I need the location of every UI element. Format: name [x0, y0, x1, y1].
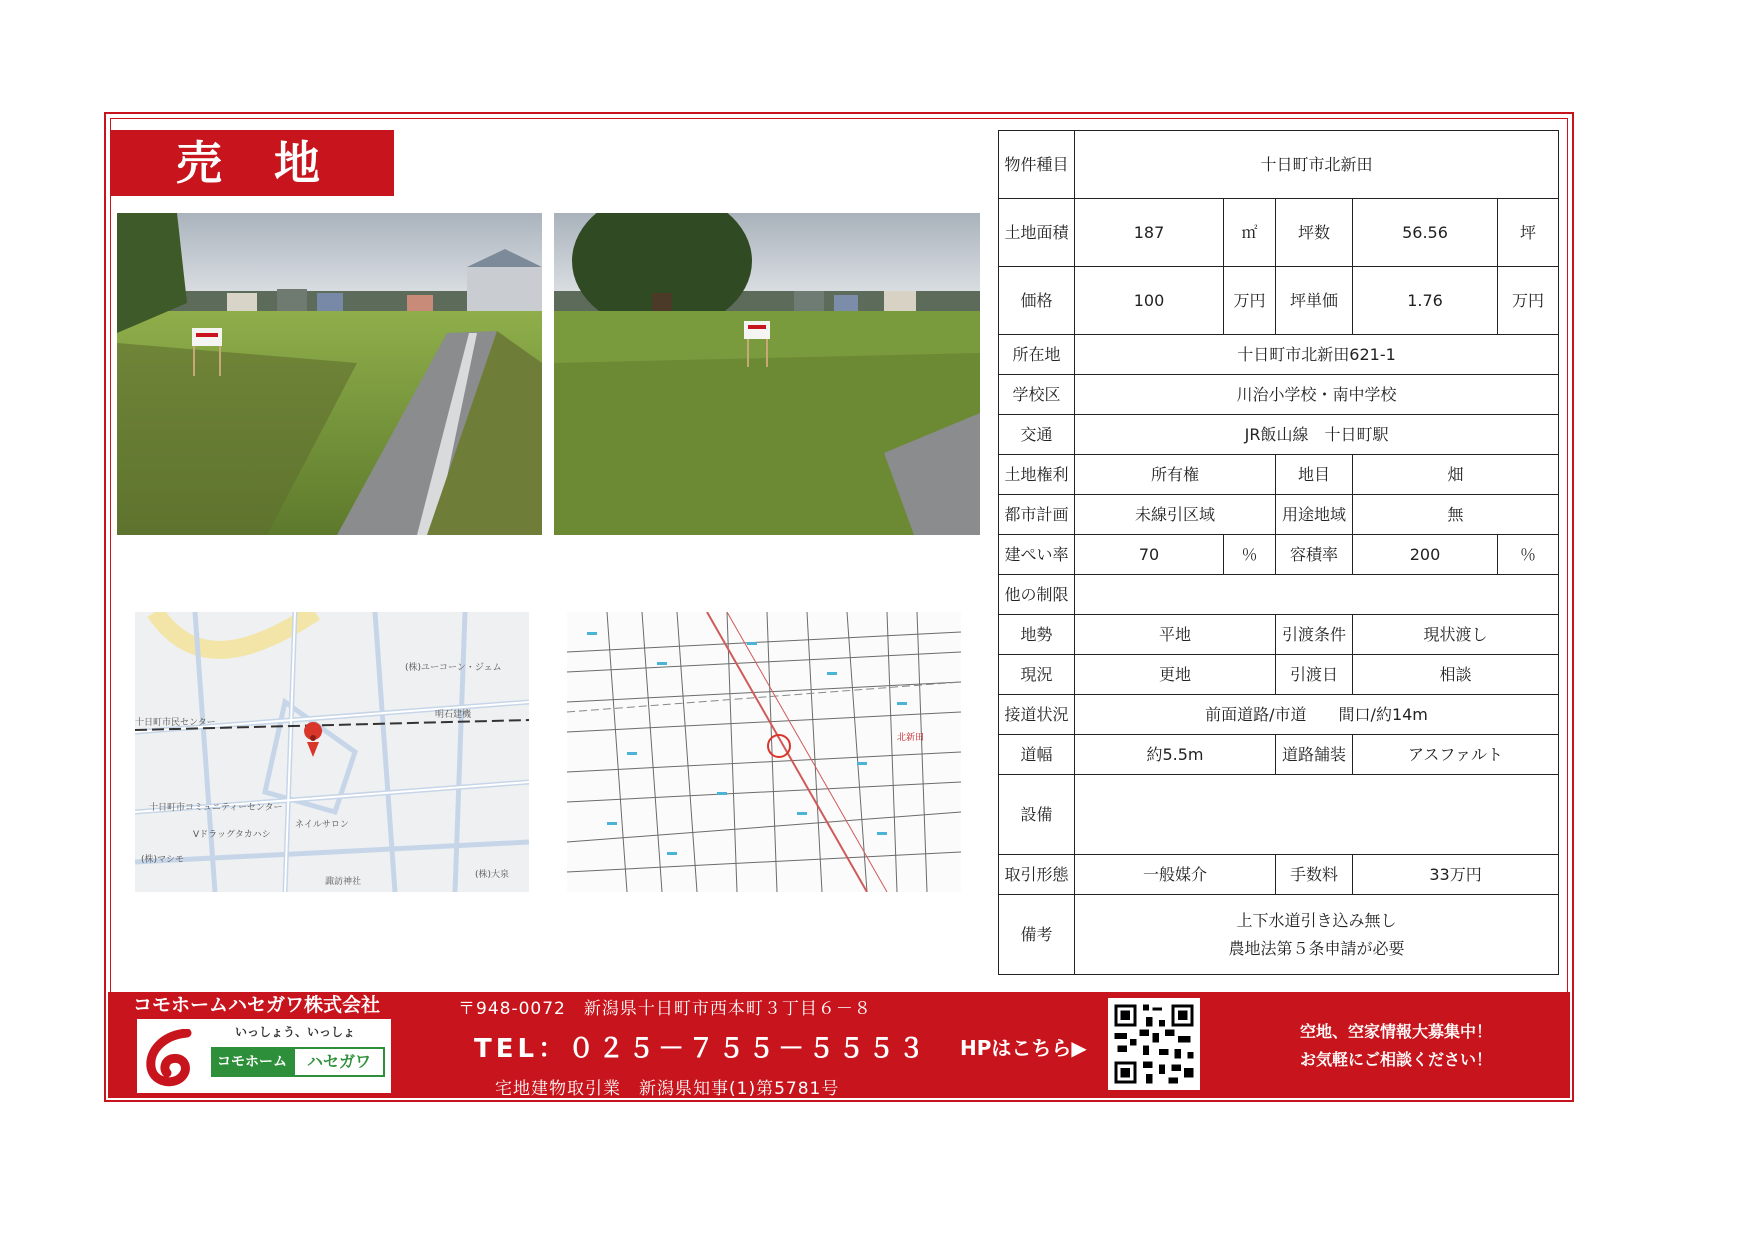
logo-text-green: コモホーム: [211, 1047, 293, 1077]
logo-text-white: ハセガワ: [293, 1047, 385, 1077]
coverage-label: 建ぺい率: [999, 535, 1075, 575]
note-line-2: 農地法第５条申請が必要: [1228, 938, 1405, 958]
logo-mark-icon: [145, 1029, 205, 1087]
map-label: (株)マシモ: [141, 855, 185, 865]
area-value: 187: [1075, 199, 1224, 267]
far-value: 200: [1353, 535, 1498, 575]
price-unit: 万円: [1224, 267, 1276, 335]
area-map: [135, 612, 529, 892]
paving-label: 道路舗装: [1276, 735, 1353, 775]
note-line-1: 上下水道引き込み無し: [1236, 910, 1397, 930]
transport-value: JR飯山線 十日町駅: [1075, 415, 1559, 455]
school-value: 川治小学校・南中学校: [1075, 375, 1559, 415]
area-unit: ㎡: [1224, 199, 1276, 267]
category-value: 畑: [1353, 455, 1559, 495]
paving-value: アスファルト: [1353, 735, 1559, 775]
hp-link[interactable]: HPはこちら▶: [960, 1036, 1087, 1060]
status-label: 現況: [999, 655, 1075, 695]
tsubo-unit: 坪: [1498, 199, 1559, 267]
status-value: 更地: [1075, 655, 1276, 695]
cadastral-map: [567, 612, 961, 892]
fee-label: 手数料: [1276, 855, 1353, 895]
right-label: 土地権利: [999, 455, 1075, 495]
city-plan-label: 都市計画: [999, 495, 1075, 535]
company-logo: [137, 1019, 391, 1093]
map-label: (株)大泉: [475, 870, 510, 880]
restrict-label: 他の制限: [999, 575, 1075, 615]
tsubo-value: 56.56: [1353, 199, 1498, 267]
map-label: 十日町市民センター: [135, 718, 216, 728]
right-value: 所有権: [1075, 455, 1276, 495]
road-value: 前面道路/市道 間口/約14m: [1075, 695, 1559, 735]
page-title: 売 地: [110, 130, 394, 196]
facility-value: [1075, 775, 1559, 855]
terrain-label: 地勢: [999, 615, 1075, 655]
logo-tagline: いっしょう、いっしょ: [235, 1025, 356, 1039]
map-label: Vドラッグタカハシ: [193, 830, 271, 840]
price-label: 価格: [999, 267, 1075, 335]
coverage-unit: ％: [1224, 535, 1276, 575]
delivery-date-label: 引渡日: [1276, 655, 1353, 695]
price-value: 100: [1075, 267, 1224, 335]
area-label: 土地面積: [999, 199, 1075, 267]
far-unit: ％: [1498, 535, 1559, 575]
location-label: 所在地: [999, 335, 1075, 375]
delivery-cond-label: 引渡条件: [1276, 615, 1353, 655]
delivery-cond-value: 現状渡し: [1353, 615, 1559, 655]
deal-label: 取引形態: [999, 855, 1075, 895]
recruit-message: [1300, 1018, 1492, 1074]
far-label: 容積率: [1276, 535, 1353, 575]
road-label: 接道状況: [999, 695, 1075, 735]
map-label: (株)ユーコーン・ジェム: [405, 663, 502, 673]
school-label: 学校区: [999, 375, 1075, 415]
qr-code-icon[interactable]: [1108, 998, 1200, 1090]
map-label: 明石建機: [435, 710, 472, 720]
transport-label: 交通: [999, 415, 1075, 455]
unit-price-unit: 万円: [1498, 267, 1559, 335]
category-label: 地目: [1276, 455, 1353, 495]
land-photo-1: [117, 213, 542, 535]
road-width-value: 約5.5m: [1075, 735, 1276, 775]
company-name: コモホームハセガワ株式会社: [133, 994, 381, 1016]
note-value: [1075, 895, 1559, 975]
type-label: 物件種目: [999, 131, 1075, 199]
tsubo-label: 坪数: [1276, 199, 1353, 267]
company-address: 〒948-0072 新潟県十日町市西本町３丁目６－８: [458, 999, 872, 1019]
unit-price-value: 1.76: [1353, 267, 1498, 335]
map-label: ネイルサロン: [295, 820, 349, 830]
road-width-label: 道幅: [999, 735, 1075, 775]
delivery-date-value: 相談: [1353, 655, 1559, 695]
terrain-value: 平地: [1075, 615, 1276, 655]
recruit-line-2: お気軽にご相談ください！: [1300, 1050, 1493, 1069]
recruit-line-1: 空地、空家情報大募集中！: [1300, 1022, 1493, 1041]
map-label: 北新田: [897, 733, 925, 743]
facility-label: 設備: [999, 775, 1075, 855]
type-value: 十日町市北新田: [1075, 131, 1559, 199]
location-value: 十日町市北新田621-1: [1075, 335, 1559, 375]
restrict-value: [1075, 575, 1559, 615]
map-label: 十日町市コミュニティーセンター: [149, 803, 283, 813]
fee-value: 33万円: [1353, 855, 1559, 895]
company-phone: TEL：０２５－７５５－５５５３: [474, 1034, 929, 1064]
deal-value: 一般媒介: [1075, 855, 1276, 895]
property-spec-table: [998, 130, 1559, 975]
zoning-label: 用途地域: [1276, 495, 1353, 535]
land-photo-2: [554, 213, 980, 535]
city-plan-value: 未線引区域: [1075, 495, 1276, 535]
unit-price-label: 坪単価: [1276, 267, 1353, 335]
zoning-value: 無: [1353, 495, 1559, 535]
coverage-value: 70: [1075, 535, 1224, 575]
note-label: 備考: [999, 895, 1075, 975]
map-label: 諏訪神社: [325, 877, 362, 887]
license-number: 宅地建物取引業 新潟県知事(1)第5781号: [495, 1079, 840, 1099]
